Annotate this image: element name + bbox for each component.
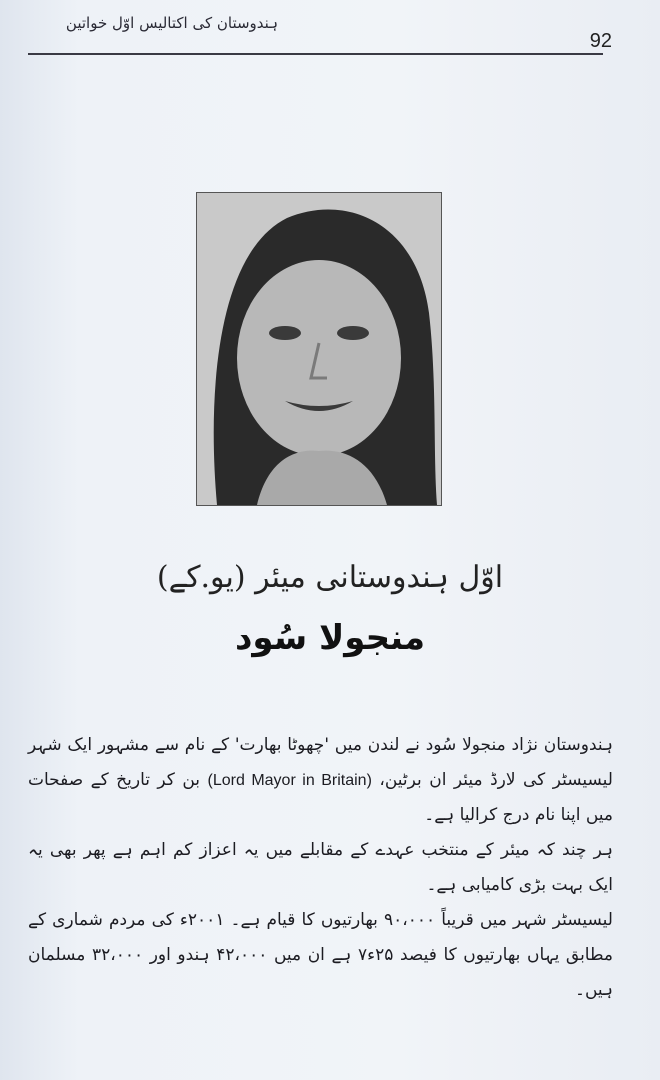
paragraph-1: [28, 728, 613, 833]
paragraph-2: ہر چند کہ میئر کے منتخب عہدے کے مقابلے میں یہ اعزاز کم اہم ہے پھر بھی یہ ایک بہت بڑی کامیابی ہے۔: [28, 840, 613, 895]
paragraph-3: لیسیسٹر شہر میں قریباً ۹۰،۰۰۰ بھارتیوں کا قیام ہے۔ ۲۰۰۱ء کی مردم شماری کے مطابق یہاں بھارتیوں کا فیصد ۲۵ء۷ ہے ان میں ۴۲،۰۰۰ ہندو اور ۳۲،۰۰۰ مسلمان ہیں۔: [28, 910, 614, 1000]
paragraph-1-text-a: ہندوستان نژاد منجولا سُود نے لندن میں 'چھوٹا بھارت' کے نام سے مشہور ایک شہر لیسیسٹر کی لارڈ میئر ان برٹین،: [28, 735, 613, 790]
running-header-title: ہندوستان کی اکتالیس اوّل خواتین: [65, 14, 278, 32]
portrait-illustration: [197, 193, 441, 505]
header-rule: [28, 53, 603, 55]
article-title: اوّل ہندوستانی میئر (یو.کے): [156, 560, 504, 595]
paragraph-1-text-b: بن کر تاریخ کے صفحات میں اپنا نام درج کرالیا ہے۔: [28, 770, 613, 825]
subject-name: منجولا سُود: [234, 618, 426, 658]
page-number: 92: [589, 30, 612, 52]
article-body: [28, 728, 613, 1008]
portrait-photo: [196, 192, 442, 506]
paragraph-1-english-term: (Lord Mayor in Britain): [207, 772, 372, 789]
